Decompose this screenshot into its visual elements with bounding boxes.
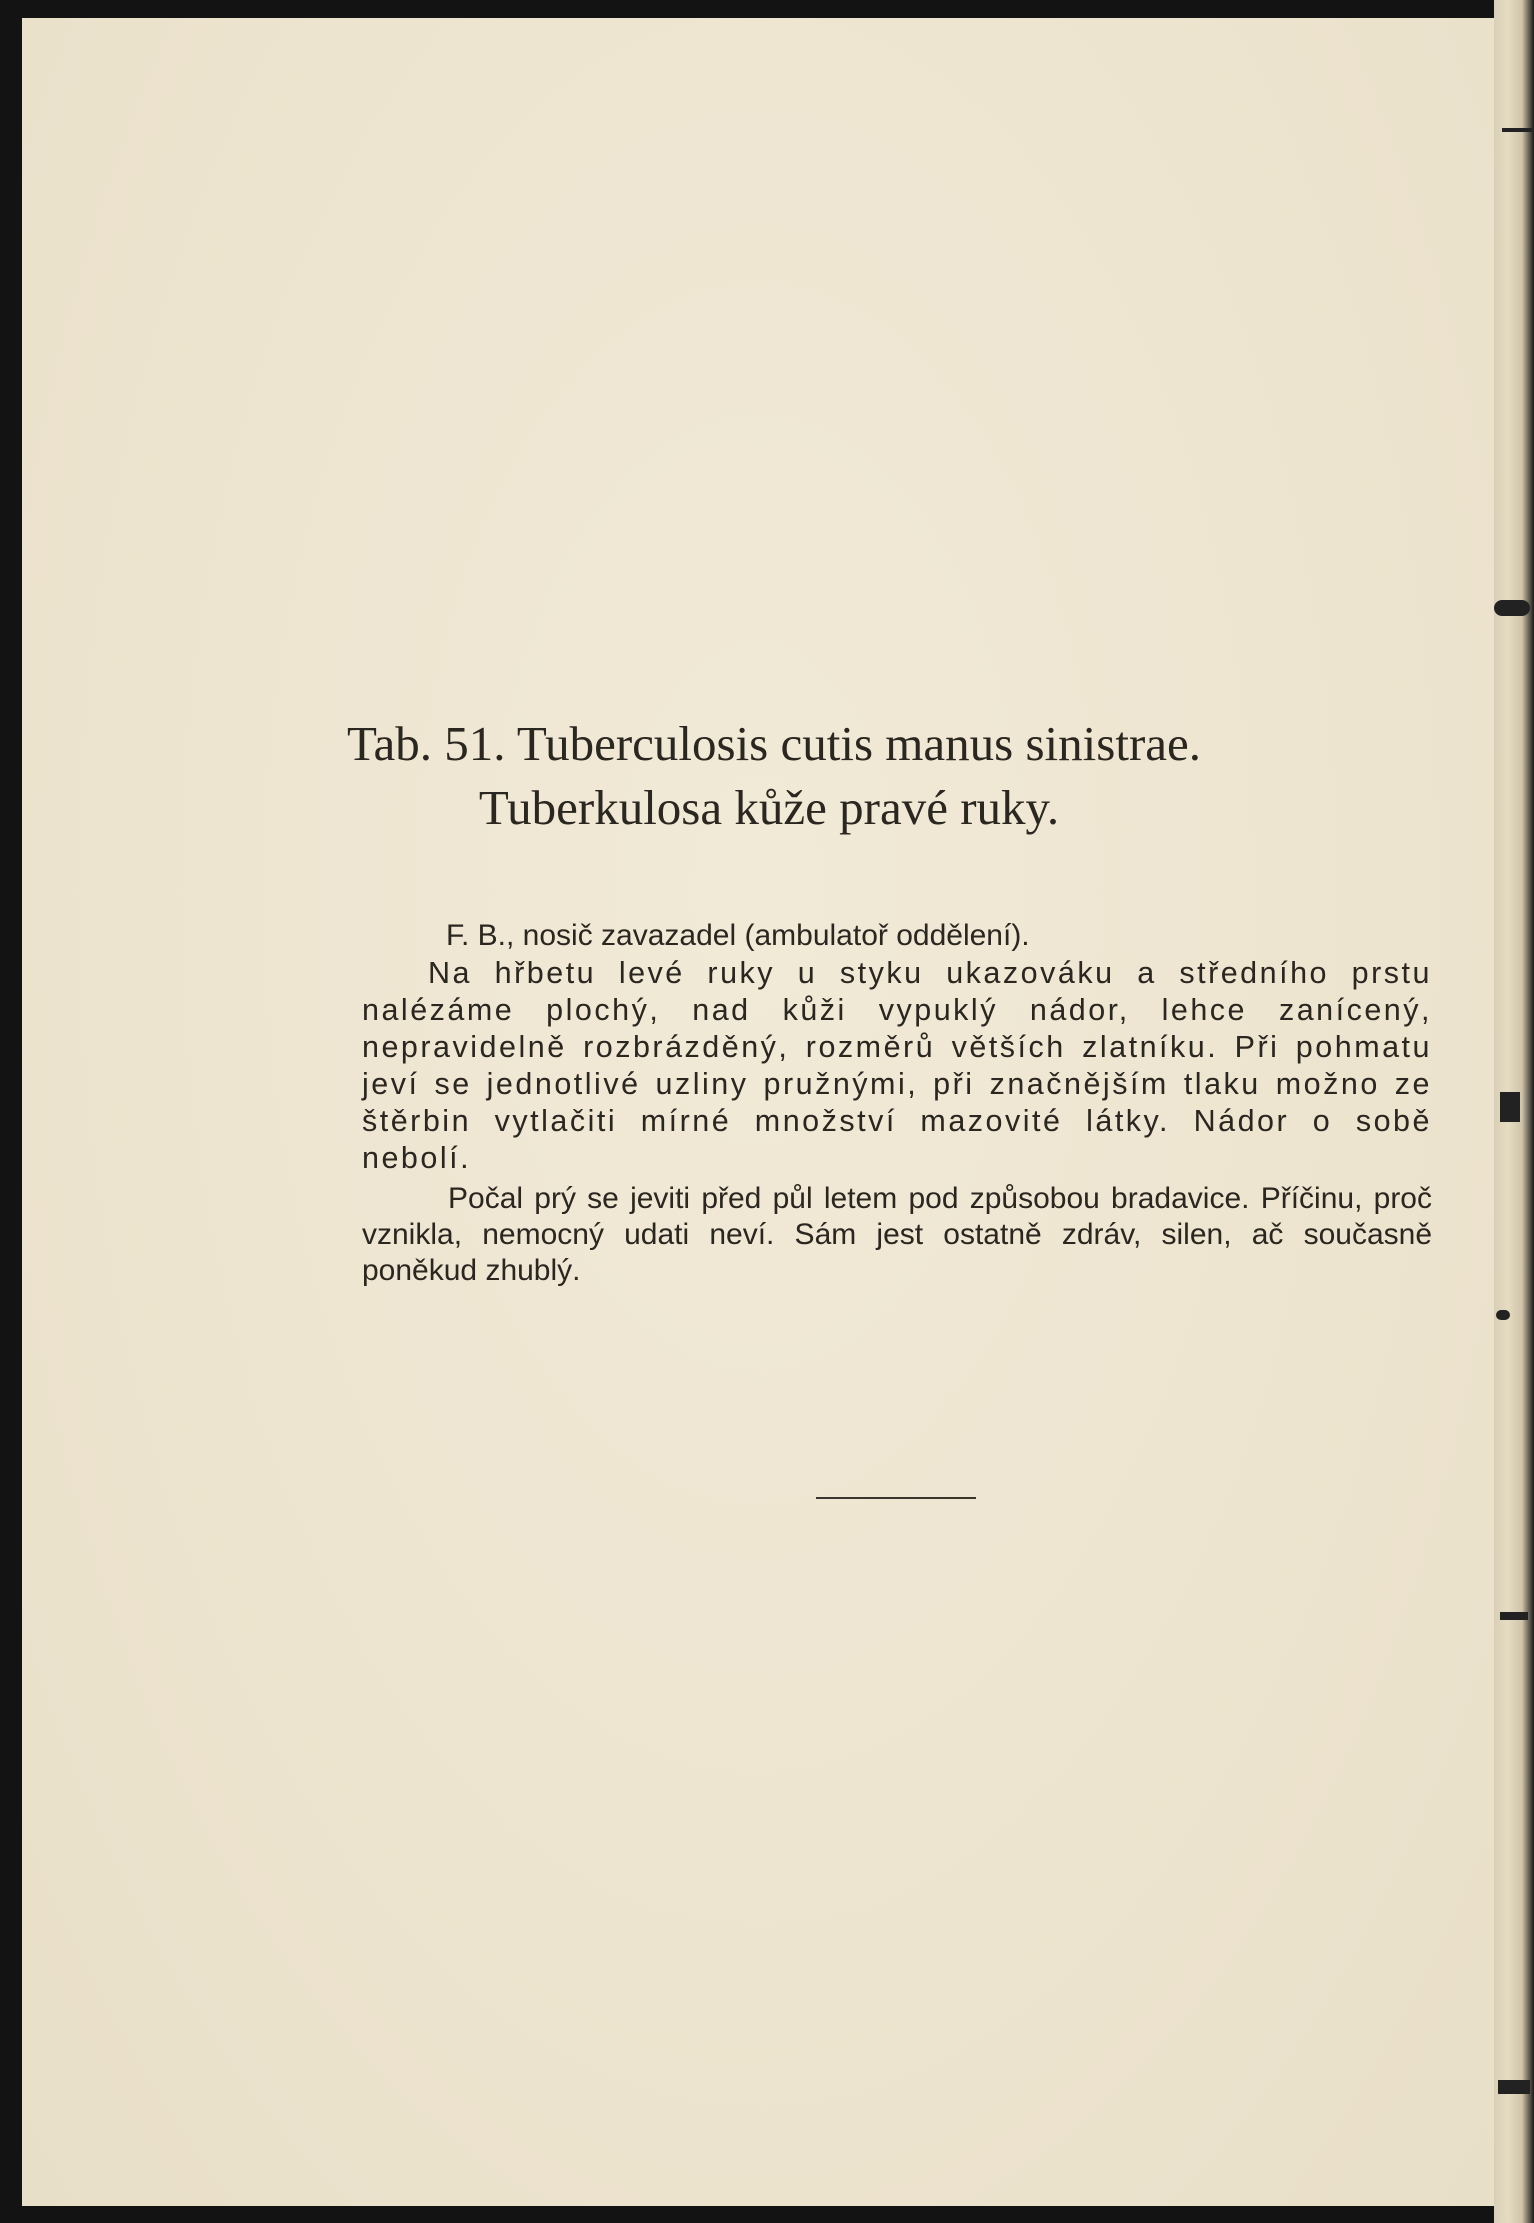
findings-paragraph: Na hřbetu levé ruky u styku ukazováku a středního prstu nalézáme plochý, nad kůži vypuklý nádor, lehce zanícený, nepravidelně rozbrázděný, rozměrů větších zlatníku. Při pohmatu jeví se jednotlivé uzliny pružnými, při značnějším tlaku možno ze štěrbin vytlačiti mírné množství mazovité látky. Nádor o sobě nebolí. xyxy=(362,956,1432,1175)
closing-rule xyxy=(816,1497,976,1499)
edge-mark xyxy=(1494,600,1530,616)
edge-mark xyxy=(1502,128,1532,132)
edge-mark xyxy=(1500,1092,1520,1122)
edge-mark xyxy=(1498,2080,1530,2094)
case-description xyxy=(362,917,1432,1289)
edge-mark xyxy=(1496,1310,1510,1320)
history-paragraph: Počal prý se jeviti před půl letem pod způsobou bradavice. Příčinu, proč vznikla, nemocný udati neví. Sám jest ostatně zdráv, silen, ač současně poněkud zhublý. xyxy=(362,1182,1432,1287)
edge-mark xyxy=(1500,1612,1528,1620)
plate-heading xyxy=(0,712,1534,840)
latin-title: Tab. 51. Tuberculosis cutis manus sinistrae. xyxy=(346,716,1202,771)
page-edge xyxy=(1494,0,1534,2223)
czech-title: Tuberkulosa kůže pravé ruky. xyxy=(478,780,1060,835)
patient-line: F. B., nosič zavazadel (ambulatoř oddělení). xyxy=(446,919,1030,952)
